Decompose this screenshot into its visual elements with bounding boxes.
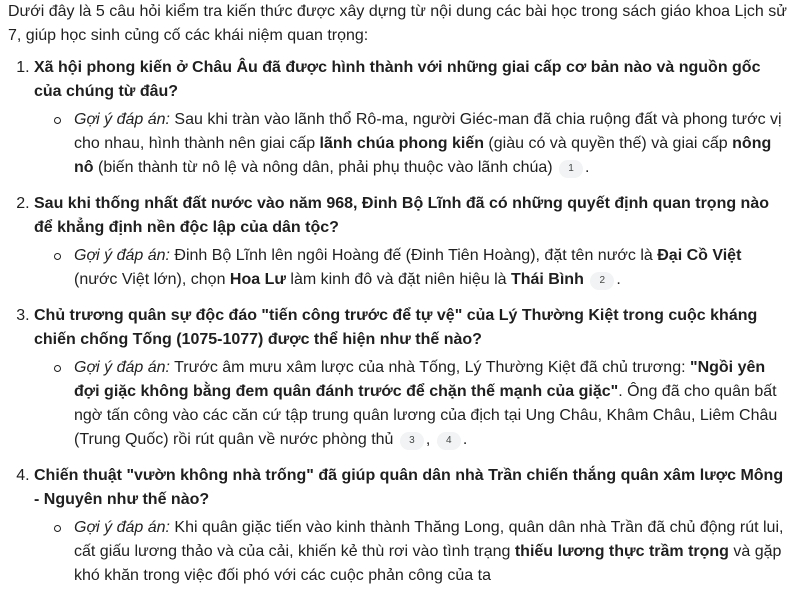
hint-label: Gợi ý đáp án:	[74, 519, 170, 536]
answer-text: Sau khi tràn vào lãnh thổ Rô-ma, người Giéc-man đã chia ruộng đất và phong tước vị cho nhau, hình thành nên giai cấp	[74, 111, 782, 152]
answer-text: (biến thành từ nô lệ và nông dân, phải phụ thuộc vào lãnh chúa)	[93, 159, 553, 176]
answer-text: (nước Việt lớn), chọn	[74, 271, 230, 288]
sentence-end: .	[585, 159, 590, 176]
answer-emphasis: lãnh chúa phong kiến	[319, 135, 484, 152]
question-list	[8, 56, 788, 588]
question-item-4	[34, 464, 788, 588]
question-item-1	[34, 56, 788, 180]
answer-text: và gặp khó khăn trong việc đối phó với các cuộc phản công của ta	[74, 543, 782, 584]
answer-text: Trước âm mưu xâm lược của nhà Tống, Lý Thường Kiệt đã chủ trương:	[169, 359, 690, 376]
citation-chip[interactable]: 3	[400, 432, 424, 450]
answer-text: . Ông đã cho quân bất ngờ tấn công vào các căn cứ tập trung quân lương của địch tại Ung Châu, Khâm Châu, Liêm Châu (Trung Quốc) rồi rút quân về nước phòng thủ	[74, 383, 778, 448]
hint-label: Gợi ý đáp án:	[74, 359, 170, 376]
answer-emphasis: "Ngồi yên đợi giặc không bằng đem quân đánh trước để chặn thế mạnh của giặc"	[74, 359, 766, 400]
hint-label: Gợi ý đáp án:	[74, 247, 170, 264]
answer-list	[34, 244, 788, 292]
citation-chip[interactable]: 4	[437, 432, 461, 450]
answer-emphasis: Hoa Lư	[229, 271, 286, 288]
citation-chip[interactable]: 1	[559, 160, 583, 178]
answer-text: (giàu có và quyền thế) và giai cấp	[483, 135, 733, 152]
question-text: 3. Chủ trương quân sự độc đáo "tiến công trước để tự vệ" của Lý Thường Kiệt trong cuộc kháng chiến chống Tống (1075-1077) được thể hiện như thế nào?	[34, 307, 758, 348]
question-text: 1. Xã hội phong kiến ở Châu Âu đã được hình thành với những giai cấp cơ bản nào và nguồn gốc của chúng từ đâu?	[34, 59, 761, 100]
citation-separator: ,	[425, 431, 431, 448]
sentence-end: .	[462, 431, 468, 448]
answer-list	[34, 356, 788, 452]
answer-item	[74, 244, 788, 292]
answer-list	[34, 108, 788, 180]
answer-item	[74, 516, 788, 588]
intro-paragraph: Dưới đây là 5 câu hỏi kiểm tra kiến thức được xây dựng từ nội dung các bài học trong sách giáo khoa Lịch sử 7, giúp học sinh củng cố các khái niệm quan trọng:	[8, 3, 787, 44]
answer-list	[34, 516, 788, 588]
answer-item	[74, 356, 788, 452]
answer-emphasis: Thái Bình	[510, 271, 584, 288]
question-text: 2. Sau khi thống nhất đất nước vào năm 968, Đinh Bộ Lĩnh đã có những quyết định quan trọng nào để khẳng định nền độc lập của dân tộc?	[34, 195, 769, 236]
sentence-end: .	[616, 271, 621, 288]
answer-emphasis: Đại Cồ Việt	[657, 247, 742, 264]
answer-text: làm kinh đô và đặt niên hiệu là	[285, 271, 511, 288]
question-item-3	[34, 304, 788, 452]
answer-text: Khi quân giặc tiến vào kinh thành Thăng Long, quân dân nhà Trần đã chủ động rút lui, cất giấu lương thảo và của cải, khiến kẻ thù rơi vào tình trạng	[74, 519, 784, 560]
hint-label: Gợi ý đáp án:	[74, 111, 170, 128]
citation-chip[interactable]: 2	[590, 272, 614, 290]
question-text: 4. Chiến thuật "vườn không nhà trống" đã giúp quân dân nhà Trần chiến thắng quân xâm lược Mông - Nguyên như thế nào?	[34, 467, 784, 508]
question-item-2	[34, 192, 788, 292]
answer-item	[74, 108, 788, 180]
answer-emphasis: thiếu lương thực trầm trọng	[514, 543, 729, 560]
answer-text: Đinh Bộ Lĩnh lên ngôi Hoàng đế (Đinh Tiên Hoàng), đặt tên nước là	[169, 247, 658, 264]
answer-emphasis: nông nô	[74, 135, 772, 176]
